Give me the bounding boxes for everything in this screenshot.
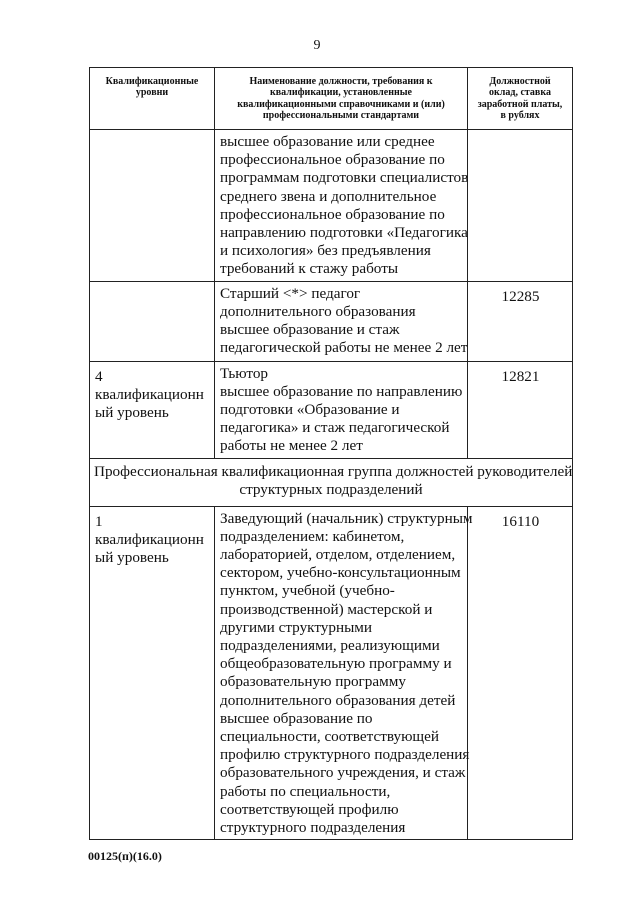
table-row [90,506,573,840]
text-line: пунктом, учебной (учебно- [220,582,395,600]
table-row [90,361,573,458]
text-line: производственной) мастерской и [220,600,433,618]
text-line: структурного подразделения [220,819,406,837]
text-line: дополнительного образования [220,302,416,320]
salary-value: 16110 [501,512,540,530]
text-line: профессиональное образование по [220,205,445,223]
salary-value: 12821 [501,367,540,385]
table-row [90,130,573,282]
salary-value [468,130,572,138]
text-line: 1 [95,512,103,530]
salary-cell [468,130,573,282]
text-line: другими структурными [220,618,373,636]
position-cell [215,361,468,458]
salary-cell [468,506,573,840]
salary-cell [468,281,573,361]
text-line: лабораторией, отделом, отделением, [220,546,456,564]
text-line: высшее образование по [220,709,373,727]
header-line: в рублях [500,110,540,122]
level-cell [90,506,215,840]
text-line: подготовки «Образование и [220,401,400,419]
header-line: Должностной [489,76,551,87]
text-line: Тьютор [220,364,269,382]
text-line: дополнительного образования детей [220,691,456,709]
header-line: квалификации, установленные [270,87,412,99]
table-header-row [90,68,573,130]
text-line: подразделениями, реализующими [220,637,440,655]
text-line: и психология» без предъявления [220,242,431,260]
page-number: 9 [313,38,321,53]
header-line: профессиональными стандартами [262,110,420,122]
text-line: ый уровень [95,404,169,422]
text-line: Заведующий (начальник) структурным [220,509,473,527]
text-line: направлению подготовки «Педагогика [220,224,468,242]
text-line: общеобразовательную программу и [220,655,452,673]
salary-table [89,67,573,840]
group-heading-line: структурных подразделений [239,480,423,498]
salary-value: 12285 [501,287,540,305]
text-line: образовательного учреждения, и стаж [220,764,466,782]
text-line: квалификационн [95,385,204,403]
table-row [90,281,573,361]
position-cell [215,506,473,840]
text-line: среднего звена и дополнительное [220,187,437,205]
text-line: специальности, соответствующей [220,728,439,746]
text-line: педагогической работы не менее 2 лет [220,339,468,357]
text-line: педагогика» и стаж педагогической [220,419,450,437]
text-line: ый уровень [95,549,169,567]
text-line: квалификационн [95,530,204,548]
text-line: высшее образование или среднее [220,133,435,150]
header-line: заработной платы, [477,98,563,110]
document-code: 00125(п)(16.0) [88,849,162,863]
text-line: сектором, учебно-консультационным [220,564,461,582]
level-cell [90,361,215,458]
header-position-requirements [215,68,468,130]
text-line: образовательную программу [220,673,406,691]
text-line: профессиональное образование по [220,151,445,169]
group-heading-cell [90,458,573,506]
text-line: программам подготовки специалистов [220,169,469,187]
text-line: работы по специальности, [220,782,391,800]
header-line: Квалификационные [105,76,199,87]
header-line: уровни [135,87,169,99]
header-salary [468,68,573,130]
header-line: квалификационными справочниками и (или) [237,98,445,110]
level-cell [90,281,215,361]
salary-cell [468,361,573,458]
text-line: требований к стажу работы [220,260,399,278]
text-line: работы не менее 2 лет [220,437,363,455]
text-line: 4 [95,367,103,385]
header-line: Наименование должности, требования к [249,76,433,87]
header-line: оклад, ставка [489,87,551,99]
text-line: высшее образование по направлению [220,382,463,400]
text-line: подразделением: кабинетом, [220,527,405,545]
text-line: профилю структурного подразделения [220,746,470,764]
text-line: высшее образование и стаж [220,321,400,339]
text-line: соответствующей профилю [220,800,399,818]
level-cell [90,130,215,282]
position-cell [215,281,468,361]
group-heading-row [90,458,573,506]
text-line: Старший <*> педагог [220,284,361,302]
group-heading-line: Профессиональная квалификационная группа должностей руководителей [94,462,573,480]
header-qualification-levels [90,68,215,130]
position-cell [215,130,468,282]
